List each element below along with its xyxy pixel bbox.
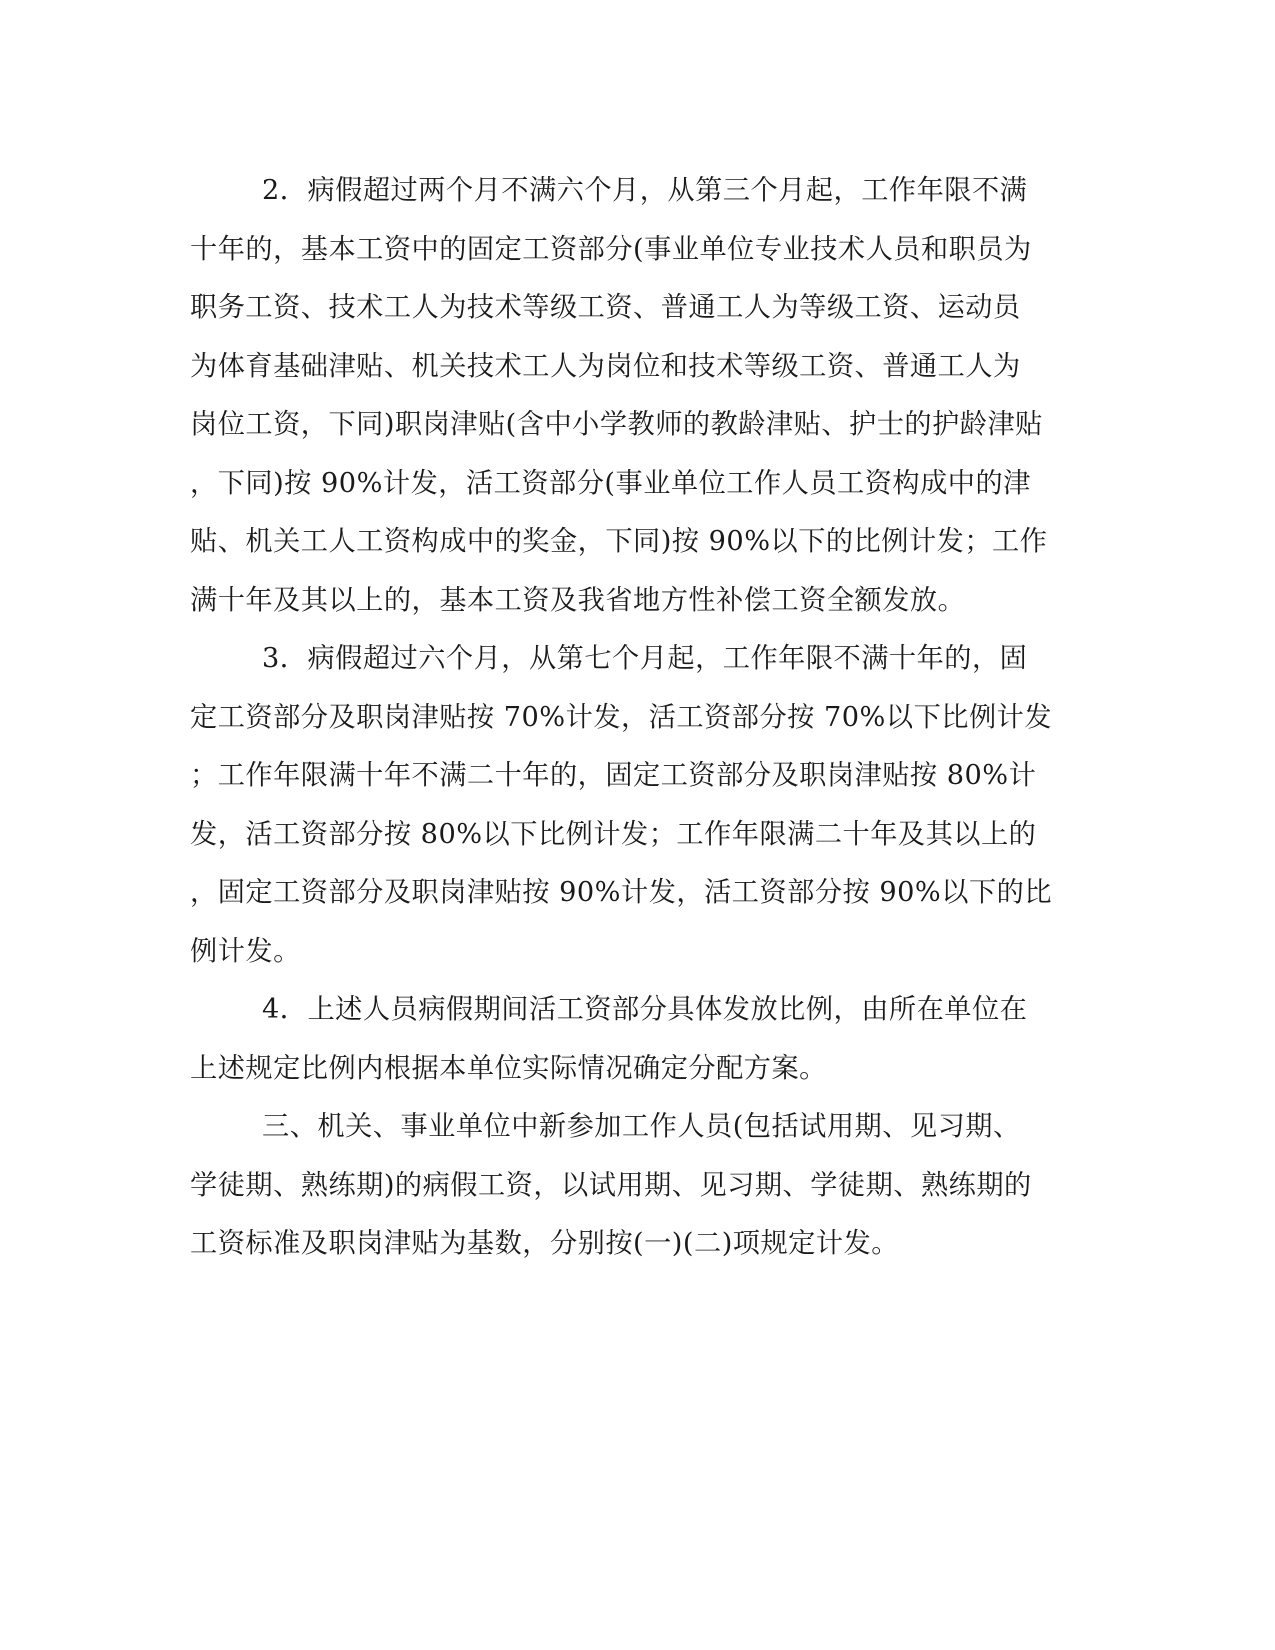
text-line: 为体育基础津贴、机关技术工人为岗位和技术等级工资、普通工人为: [190, 350, 1021, 382]
text-line: 2．病假超过两个月不满六个月，从第三个月起，工作年限不满: [262, 175, 1028, 206]
text-line: 例计发。: [190, 935, 301, 967]
text-line: 定工资部分及职岗津贴按 70%计发，活工资部分按 70%以下比例计发: [190, 701, 1053, 733]
text-line: 3．病假超过六个月，从第七个月起，工作年限不满十年的，固: [262, 643, 1028, 674]
text-line: 职务工资、技术工人为技术等级工资、普通工人为等级工资、运动员: [190, 292, 1021, 323]
text-line: ，固定工资部分及职岗津贴按 90%计发，活工资部分按 90%以下的比: [190, 877, 1053, 908]
paragraph-item-3: [190, 630, 1078, 981]
text-line: 学徒期、熟练期)的病假工资，以试用期、见习期、学徒期、熟练期的: [190, 1169, 1032, 1201]
paragraph-section-3: [190, 1098, 1078, 1274]
document-body: [190, 162, 1078, 1274]
text-line: 上述规定比例内根据本单位实际情况确定分配方案。: [190, 1052, 827, 1084]
paragraph-item-2: [190, 162, 1078, 630]
text-line: 4．上述人员病假期间活工资部分具体发放比例，由所在单位在: [262, 994, 1028, 1025]
text-line: ；工作年限满十年不满二十年的，固定工资部分及职岗津贴按 80%计: [190, 760, 1037, 791]
text-line: ，下同)按 90%计发，活工资部分(事业单位工作人员工资构成中的津: [190, 467, 1031, 499]
text-line: 满十年及其以上的，基本工资及我省地方性补偿工资全额发放。: [190, 584, 966, 616]
text-line: 工资标准及职岗津贴为基数，分别按(一)(二)项规定计发。: [190, 1228, 899, 1259]
text-line: 岗位工资，下同)职岗津贴(含中小学教师的教龄津贴、护士的护龄津贴: [190, 409, 1043, 440]
text-line: 十年的，基本工资中的固定工资部分(事业单位专业技术人员和职员为: [190, 233, 1032, 265]
text-line: 发，活工资部分按 80%以下比例计发；工作年限满二十年及其以上的: [190, 818, 1037, 850]
paragraph-item-4: [190, 981, 1078, 1098]
text-line: 贴、机关工人工资构成中的奖金，下同)按 90%以下的比例计发；工作: [190, 526, 1048, 557]
text-line: 三、机关、事业单位中新参加工作人员(包括试用期、见习期、: [262, 1111, 1021, 1142]
